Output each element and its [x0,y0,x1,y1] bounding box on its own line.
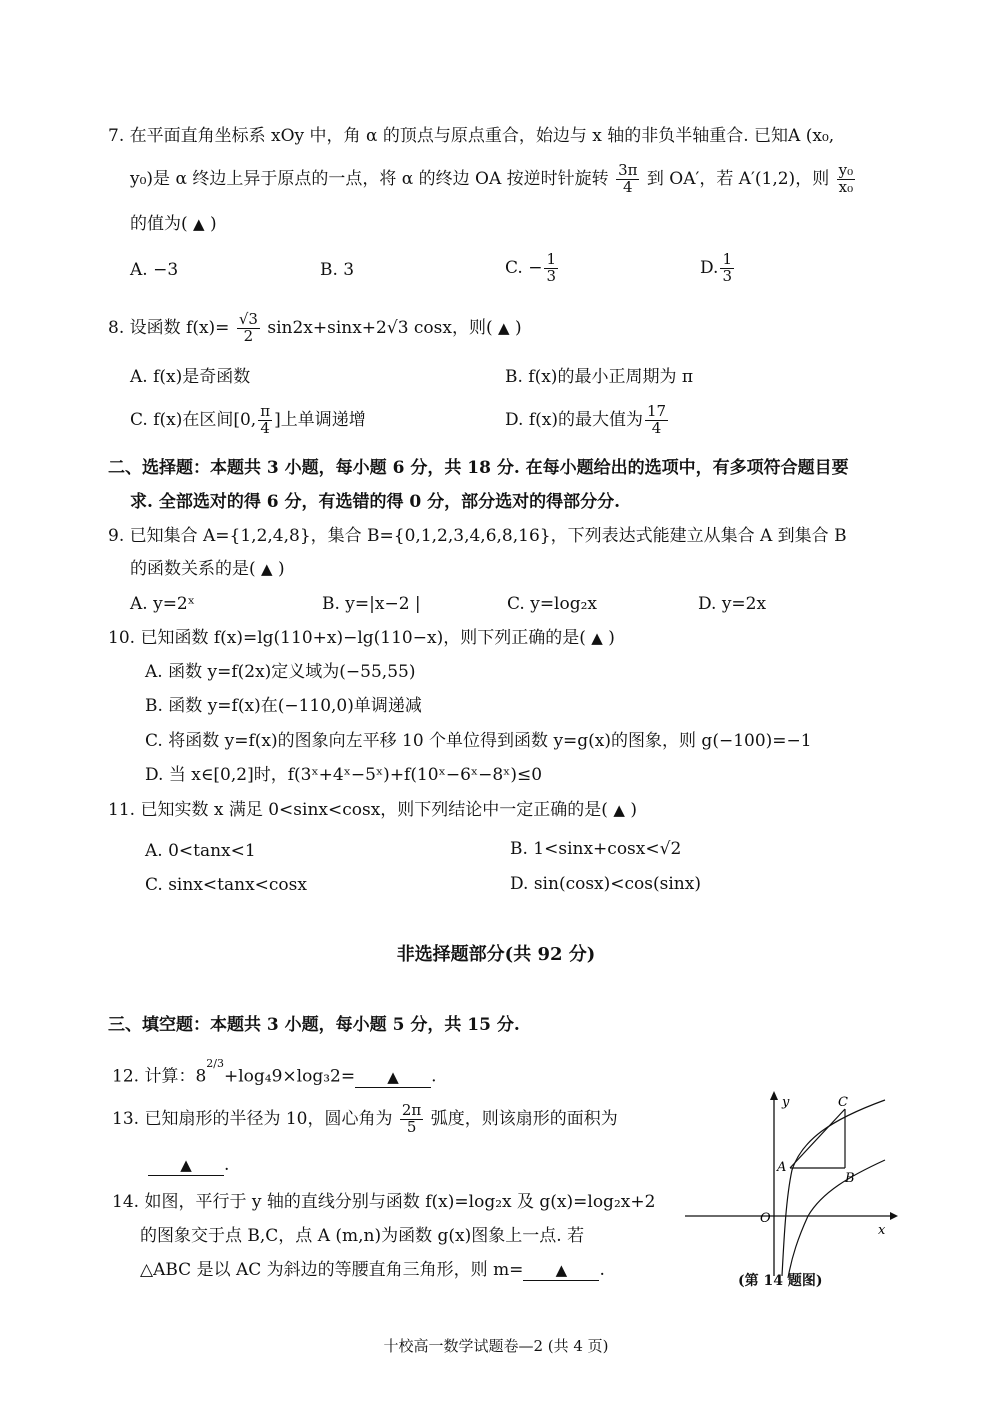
q14-figure [680,1088,900,1298]
answer-triangle-icon: ▲ [591,629,603,647]
curve-f [788,1160,885,1278]
q8-option-d: D. f(x)的最大值为 $\frac{17}{4}$ [505,402,667,437]
q8-option-b: B. f(x)的最小正周期为 π [505,367,694,387]
label-y: y [782,1095,790,1110]
q7-option-a: A. −3 [130,260,179,280]
label-origin: O [760,1211,771,1226]
q13-fraction-2pi-5: $\frac{2\pi}{5}$ [401,1101,422,1136]
q12-exponent: 2/3 [206,1057,224,1070]
answer-triangle-icon: ▲ [261,560,273,578]
q13-stem: 13. 已知扇形的半径为 10，圆心角为 $\frac{2\pi}{5}$ 弧度，则该扇形的面积为 [112,1101,618,1136]
q14-answer-blank[interactable] [523,1260,599,1281]
q12-answer-blank[interactable] [355,1067,431,1088]
q9-option-b: B. y=|x−2 | [322,594,421,614]
q10-option-b: B. 函数 y=f(x)在(−110,0)单调递减 [145,696,422,716]
q7-fraction-y0-x0: $\frac{\text{y₀}}{\text{x₀}}$ [838,161,854,196]
q7-option-d: D. $\frac{1}{3}$ [700,250,732,285]
q10-option-d: D. 当 x∈[0,2]时，f(3ˣ+4ˣ−5ˣ)+f(10ˣ−6ˣ−8ˣ)≤0 [145,765,543,785]
answer-triangle-icon: ▲ [180,1156,192,1174]
q14-line3: △ABC 是以 AC 为斜边的等腰直角三角形，则 m= ▲ . [140,1260,605,1280]
q13-answer-line: ▲ . [148,1155,229,1176]
q14-line1: 14. 如图，平行于 y 轴的直线分别与函数 f(x)=log₂x 及 g(x)=log₂x+2 [112,1192,656,1212]
figure-caption: (第 14 题图) [738,1273,823,1289]
part-2-title: 非选择题部分(共 92 分) [396,944,596,965]
q10-option-a: A. 函数 y=f(2x)定义域为(−55,55) [145,662,416,682]
answer-triangle-icon: ▲ [498,318,510,337]
label-point-c: C [838,1095,848,1110]
q14-line2: 的图象交于点 B,C，点 A (m,n)为函数 g(x)图象上一点. 若 [140,1226,585,1246]
q7-line3: 的值为( ▲ ) [130,214,217,234]
q8-option-a: A. f(x)是奇函数 [130,367,251,387]
q8-fraction-sqrt3-2: $\frac{√3}{2}$ [238,310,258,345]
y-axis-arrow-icon [770,1091,778,1100]
label-point-b: B [845,1171,855,1186]
label-x: x [878,1223,886,1238]
q7-line2-mid: 到 OA′，若 A′(1,2)，则 [646,168,830,189]
answer-triangle-icon: ▲ [555,1261,568,1279]
answer-triangle-icon: ▲ [193,215,205,233]
q9-line2: 的函数关系的是( ▲ ) [130,559,285,579]
q9-option-a: A. y=2ˣ [130,594,195,614]
answer-triangle-icon: ▲ [387,1067,399,1086]
page-footer: 十校高一数学试题卷—2 (共 4 页) [383,1337,609,1355]
q10-stem: 10. 已知函数 f(x)=lg(110+x)−lg(110−x)，则下列正确的是( ▲ ) [108,628,615,648]
q9-option-d: D. y=2x [698,594,767,614]
q11-option-b: B. 1<sinx+cosx<√2 [510,839,682,859]
segment-ac [790,1109,845,1168]
q11-stem: 11. 已知实数 x 满足 0<sinx<cosx，则下列结论中一定正确的是( ▲ ) [108,800,637,820]
q11-option-a: A. 0<tanx<1 [145,841,256,861]
q13-answer-blank[interactable] [148,1155,224,1176]
label-point-a: A [777,1160,787,1175]
q7-option-b: B. 3 [320,260,355,280]
q7-line2-text: y₀)是 α 终边上异于原点的一点，将 α 的终边 OA 按逆时针旋转 [130,168,609,189]
q11-option-d: D. sin(cosx)<cos(sinx) [510,874,701,894]
answer-triangle-icon: ▲ [613,801,625,819]
section-3-heading: 三、填空题：本题共 3 小题，每小题 5 分，共 15 分. [108,1015,520,1035]
q9-option-c: C. y=log₂x [507,594,598,614]
section-2-heading: 二、选择题：本题共 3 小题，每小题 6 分，共 18 分. 在每小题给出的选项中，有多项符合题目要 [108,458,849,478]
q7-line2 [130,163,857,196]
section-2-heading-cont: 求. 全部选对的得 6 分，有选错的得 0 分，部分选对的得部分分. [130,492,621,512]
q7-line1: 7. 在平面直角坐标系 xOy 中，角 α 的顶点与原点重合，始边与 x 轴的非负半轴重合. 已知A (x₀, [108,126,835,146]
x-axis-arrow-icon [890,1212,898,1220]
q7-fraction-3pi-4: $\frac{3\pi}{4}$ [618,161,638,196]
q9-line1: 9. 已知集合 A={1,2,4,8}，集合 B={0,1,2,3,4,6,8,16}，下列表达式能建立从集合 A 到集合 B [108,526,847,546]
q8-option-c: C. f(x)在区间[0, $\frac{\pi}{4}$ ]上单调递增 [130,402,366,437]
q7-option-c: C. − $\frac{1}{3}$ [505,250,556,285]
q8-stem: 8. 设函数 f(x)= $\frac{√3}{2}$ sin2x+sinx+2√3 cosx，则( ▲ ) [108,310,522,345]
q11-option-c: C. sinx<tanx<cosx [145,875,307,895]
q12-stem: 12. 计算：$8^{2/3}+\log_49\times\log_32=$ ▲ . [112,1057,437,1087]
q10-option-c: C. 将函数 y=f(x)的图象向左平移 10 个单位得到函数 y=g(x)的图象，则 g(−100)=−1 [145,731,812,751]
